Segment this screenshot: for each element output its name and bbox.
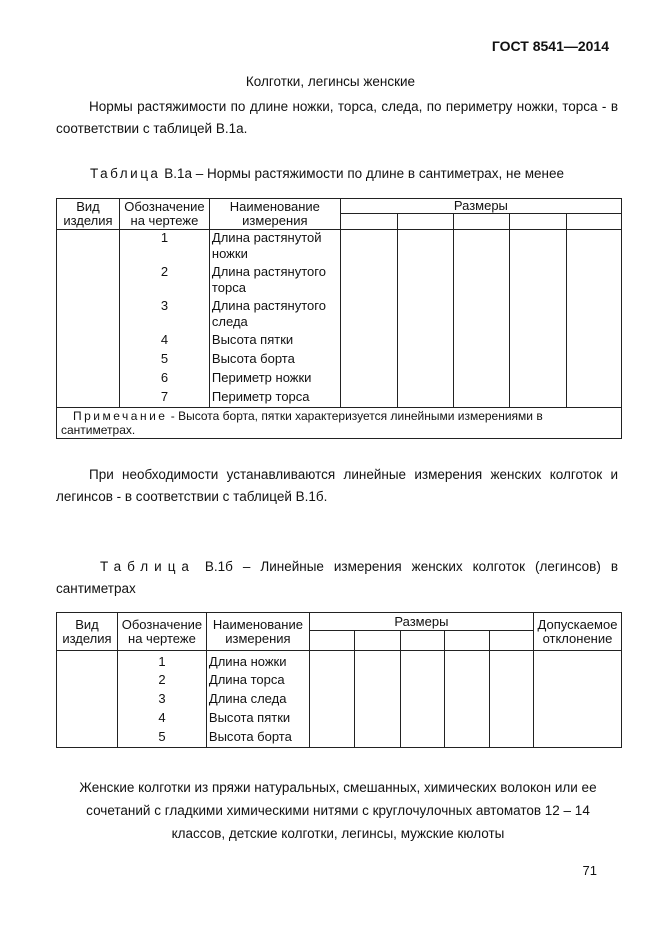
- col-designation: Обозначение на чертеже: [117, 613, 206, 651]
- col-sizes: Размеры: [309, 613, 533, 631]
- paragraph-3: Женские колготки из пряжи натуральных, смешанных, химических волокон или ее сочетаний с гладкими химическими нитями с круглочулочных автоматов 12 – 14 классов, детские колготки, легинсы, мужские кюлоты: [79, 780, 597, 841]
- table2-caption: [56, 556, 618, 600]
- table-row: 6 Периметр ножки: [57, 370, 622, 389]
- table-row: 5 Высота борта: [57, 351, 622, 370]
- table-row: 1 Длина растянутой ножки: [57, 230, 622, 264]
- table1-body: [57, 230, 622, 408]
- table-row: 3 Длина следа: [57, 691, 622, 710]
- col-designation: Обозначение на чертеже: [119, 199, 209, 230]
- table2-caption-text: В.1б – Линейные измерения женских колготок (легинсов) в сантиметрах: [56, 559, 618, 596]
- col-sizes: Размеры: [340, 199, 621, 214]
- note-word: Примечание: [73, 409, 168, 423]
- paragraph-2: При необходимости устанавливаются линейные измерения женских колготок и легинсов - в соответствии с таблицей В.1б.: [56, 467, 618, 504]
- table2-caption-word: Таблица: [100, 559, 195, 574]
- table-row: 2 Длина торса: [57, 672, 622, 691]
- table-row: 3 Длина растянутого следа: [57, 298, 622, 332]
- col-name: Наименование измерения: [206, 613, 309, 651]
- table1-caption-text: В.1а – Нормы растяжимости по длине в сантиметрах, не менее: [160, 166, 565, 181]
- paragraph-1: Нормы растяжимости по длине ножки, торса, следа, по периметру ножки, торса - в соответствии с таблицей В.1а.: [56, 99, 618, 136]
- table1-caption-word: Таблица: [90, 166, 161, 181]
- col-kind: Вид изделия: [57, 199, 120, 230]
- table1-caption: [90, 166, 564, 181]
- col-name: Наименование измерения: [209, 199, 340, 230]
- col-tolerance: Допускаемое отклонение: [533, 613, 621, 651]
- col-kind: Вид изделия: [57, 613, 118, 651]
- table-row: 1 Длина ножки: [57, 651, 622, 672]
- table-2: [56, 612, 622, 748]
- note-text: - Высота борта, пятки характеризуется линейными измерениями в сантиметрах.: [61, 409, 543, 437]
- table1-note: [57, 408, 622, 439]
- table-row: 4 Высота пятки: [57, 710, 622, 729]
- table-row: 2 Длина растянутого торса: [57, 264, 622, 298]
- section-title: Колготки, легинсы женские: [245, 74, 416, 89]
- table-row: 4 Высота пятки: [57, 332, 622, 351]
- table2-body: [57, 651, 622, 748]
- table-row: 7 Периметр торса: [57, 389, 622, 408]
- table-1: [56, 198, 622, 439]
- table-row: 5 Высота борта: [57, 729, 622, 748]
- standard-number: ГОСТ 8541—2014: [491, 38, 609, 54]
- page-number: 71: [582, 863, 597, 878]
